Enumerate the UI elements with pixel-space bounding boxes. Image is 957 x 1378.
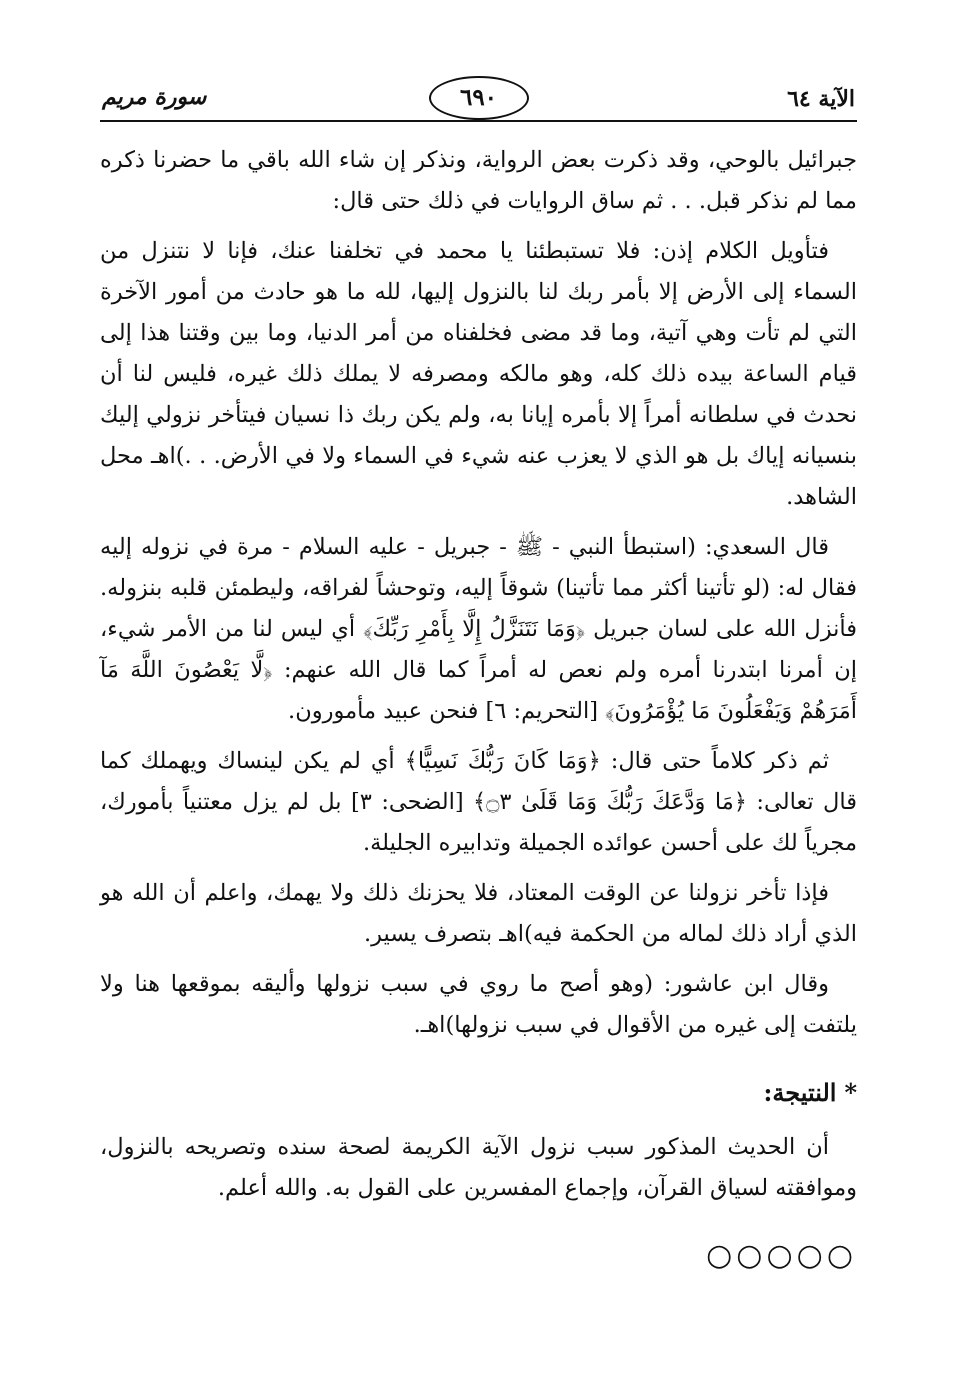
verse-label: الآية ٦٤ bbox=[787, 86, 855, 112]
star-icon: * bbox=[844, 1078, 857, 1107]
result-paragraph: أن الحديث المذكور سبب نزول الآية الكريمة لصحة سنده وتصريحه بالنزول، وموافقته لسياق القرآن، وإجماع المفسرين على القول به. والله أعلم. bbox=[100, 1134, 857, 1201]
paragraph-saadi-conclusion: فإذا تأخر نزولنا عن الوقت المعتاد، فلا يحزنك ذلك ولا يهمك، واعلم أن الله هو الذي أراد ذلك لماله من الحكمة فيه)اهـ بتصرف يسير. bbox=[100, 880, 857, 947]
paragraph-ibn-ashur-quote: وقال ابن عاشور: (وهو أصح ما روي في سبب نزولها وأليقه بموقعها هنا ولا يلتفت إلى غيره من الأقوال في سبب نزولها)اهـ. bbox=[100, 971, 857, 1038]
surah-name: سورة مريم bbox=[102, 84, 207, 110]
end-marker-circles: ○○○○○ bbox=[706, 1238, 857, 1273]
page-content bbox=[100, 140, 857, 1276]
page-number: ٦٩٠ bbox=[429, 76, 529, 120]
result-heading bbox=[100, 1072, 857, 1113]
header-divider bbox=[100, 120, 857, 122]
paragraph-tabari-interpretation: فتأويل الكلام إذن: فلا تستبطئنا يا محمد في تخلفنا عنك، فإنا لا نتنزل من السماء إلى الأرض إلا بأمر ربك لنا بالنزول إليها، لله ما هو حادث من أمور الآخرة التي لم تأت وهي آتية، وما قد مضى فخلفناه من أمر الدنيا، وما بين وقتنا هذا إلى قيام الساعة بيده ذلك كله، وهو مالكه ومصرفه لا يملك ذلك غيره، فليس لنا أن نحدث في سلطانه أمراً إلا بأمره إيانا به، ولم يكن ربك ذا نسيان فيتأخر نزولي إليك بنسيانه إياك بل هو الذي لا يعزب عنه شيء في السماء ولا في الأرض. . .)اهـ محل الشاهد. bbox=[100, 238, 857, 510]
paragraph-saadi-continuation: ثم ذكر كلاماً حتى قال: ﴿وَمَا كَانَ رَبُّكَ نَسِيًّا﴾ أي لم يكن لينساك ويهملك كما قال تعالى: ﴿مَا وَدَّعَكَ رَبُّكَ وَمَا قَلَىٰ ۝٣﴾ [الضحى: ٣] بل لم يزل معتنياً بأمورك، مجرياً لك على أحسن عوائده الجميلة وتدابيره الجليلة. bbox=[100, 748, 857, 856]
paragraph-saadi-quote: قال السعدي: (استبطأ النبي - ﷺ - جبريل - عليه السلام - مرة في نزوله إليه فقال له: (لو تأتينا أكثر مما تأتينا) شوقاً إليه، وتوحشاً لفراقه، وليطمئن قلبه بنزوله. فأنزل الله على لسان جبريل ﴿وَمَا نَتَنَزَّلُ إِلَّا بِأَمْرِ رَبِّكَ﴾ أي ليس لنا من الأمر شيء، إن أمرنا ابتدرنا أمره ولم نعص له أمراً كما قال الله عنهم: ﴿لَّا يَعْصُونَ اللَّهَ مَآ أَمَرَهُمْ وَيَفْعَلُونَ مَا يُؤْمَرُونَ﴾ [التحريم: ٦] فنحن عبيد مأمورون. bbox=[100, 534, 857, 724]
paragraph-continuation: جبرائيل بالوحي، وقد ذكرت بعض الرواية، ونذكر إن شاء الله باقي ما حضرنا ذكره مما لم نذكر قبل. . . ثم ساق الروايات في ذلك حتى قال: bbox=[100, 147, 857, 214]
page-header bbox=[100, 76, 857, 128]
result-heading-text: النتيجة: bbox=[763, 1078, 837, 1107]
